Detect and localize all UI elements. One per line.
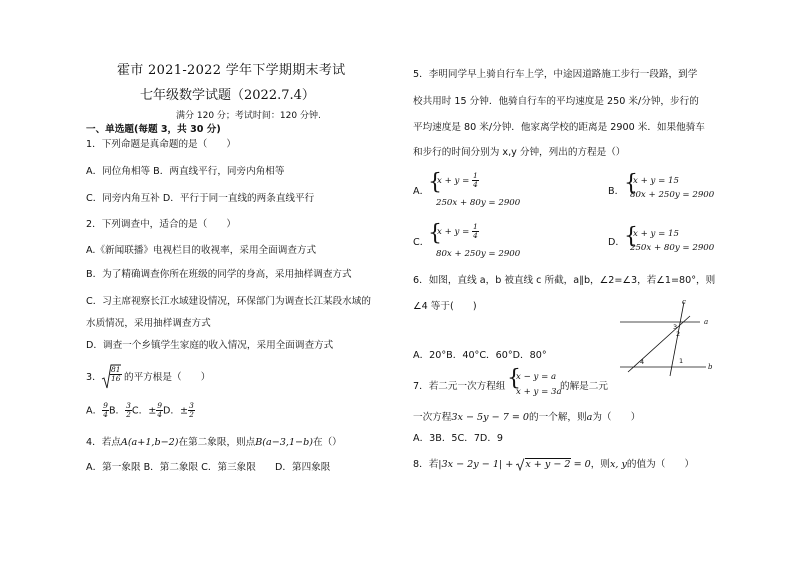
q5-option-d-label: D． [608,237,625,248]
q5-line3: 平均速度是 80 米/分钟．他家离学校的距离是 2900 米．如果他骑车 [413,122,705,133]
q3-radicand: $\frac{81}{16}$ [111,365,121,383]
q2-option-b: B．为了精确调查你所在班级的同学的身高，采用抽样调查方式 [86,269,352,280]
q7-eq2: x + y = 3a [516,387,562,397]
q5-a-brace: { [428,170,442,195]
q4-stem: 4．若点A(a+1,b−2)在第二象限，则点B(a−3,1−b)在（） [86,437,342,448]
q5-c-eq2: 80x + 250y = 2900 [436,249,521,259]
section-heading: 一、单选题(每题 3，共 30 分) [86,124,221,135]
q5-c-brace: { [428,221,442,246]
q5-line4: 和步行的时间分别为 x,y 分钟，列出的方程是（） [413,147,626,158]
q6-options: A．20°B．40°C．60°D．80° [413,350,547,361]
q7-stem-pre: 7．若二元一次方程组 [413,381,506,392]
q7-eq1: x − y = a [516,372,557,382]
label-4: 4 [640,358,645,366]
q7-line2: 一次方程3x − 5y − 7 = 0的一个解，则a为（ ） [413,412,641,423]
q1-stem: 1．下列命题是真命题的是（ ） [86,139,237,150]
q6-figure [612,296,716,378]
q5-line1: 5．李明同学早上骑自行车上学，中途因道路施工步行一段路，到学 [413,69,698,80]
label-a: a [704,318,709,326]
q8-sqrt: x + y − 2 [516,459,570,471]
exam-title: 霍市 2021-2022 学年下学期期末考试 [117,63,346,78]
q2-option-d: D．调查一个乡镇学生家庭的收入情况，采用全面调查方式 [86,340,334,351]
q3-options: A． $\frac{9}{4}$ B． $\frac{3}{2}$ C．± $\frac{9}{4}$ D．± $\frac{3}{2}$ [86,401,194,419]
q5-b-eq1: x + y = 15 [633,176,679,186]
q5-d-brace: { [624,224,638,249]
label-c: c [682,298,686,306]
q5-d-eq1: x + y = 15 [633,229,679,239]
q2-option-c-line1: C．习主席视察长江水域建设情况，环保部门为调查长江某段水域的 [86,296,371,307]
q5-option-a-label: A． [413,186,430,197]
label-2: 2 [676,330,681,338]
q4-options: A．第一象限 B．第二象限 C．第三象限 D．第四象限 [86,462,331,473]
label-b: b [708,363,713,371]
q2-stem: 2．下列调查中，适合的是（ ） [86,219,237,230]
q7-stem-post: 的解是二元 [560,381,608,392]
q8-stem: 8．若|3x − 2y − 1| + x + y − 2 = 0，则x, y的值为（ ） [413,459,695,470]
label-3: 3 [673,323,678,331]
q5-option-c-label: C． [413,237,430,248]
exam-subtitle: 七年级数学试题（2022.7.4） [140,88,315,103]
q7-brace: { [507,366,521,391]
q6-line1: 6．如图，直线 a，b 被直线 c 所截，a∥b，∠2=∠3，若∠1=80°，则 [413,275,716,286]
q5-c-eq1: x + y = $\frac{1}{4}$ [437,222,478,240]
label-1: 1 [679,357,684,365]
q3-stem-tail: 的平方根是（ ） [124,372,211,383]
q7-options: A．3B．5C．7D．9 [413,433,504,444]
exam-info: 满分 120 分；考试时间：120 分钟. [176,111,321,121]
q2-option-c-line2: 水质情况，采用抽样调查方式 [86,318,211,329]
q6-line2: ∠4 等于( ) [413,301,477,312]
q5-b-brace: { [624,171,638,196]
q5-line2: 校共用时 15 分钟．他骑自行车的平均速度是 250 米/分钟，步行的 [413,96,699,107]
q5-option-b-label: B． [608,186,625,197]
q5-d-eq2: 250x + 80y = 2900 [630,243,715,253]
q5-a-eq2: 250x + 80y = 2900 [436,198,521,208]
radical-sign [516,458,525,471]
q5-a-eq1: x + y = $\frac{1}{4}$ [437,171,478,189]
q1-options-cd: C．同旁内角互补 D．平行于同一直线的两条直线平行 [86,193,315,204]
q1-options-ab: A．同位角相等 B．两直线平行，同旁内角相等 [86,166,285,177]
q2-option-a: A.《新闻联播》电视栏目的收视率，采用全面调查方式 [86,245,317,256]
q3-number: 3． [86,372,102,383]
q5-b-eq2: 80x + 250y = 2900 [630,190,715,200]
